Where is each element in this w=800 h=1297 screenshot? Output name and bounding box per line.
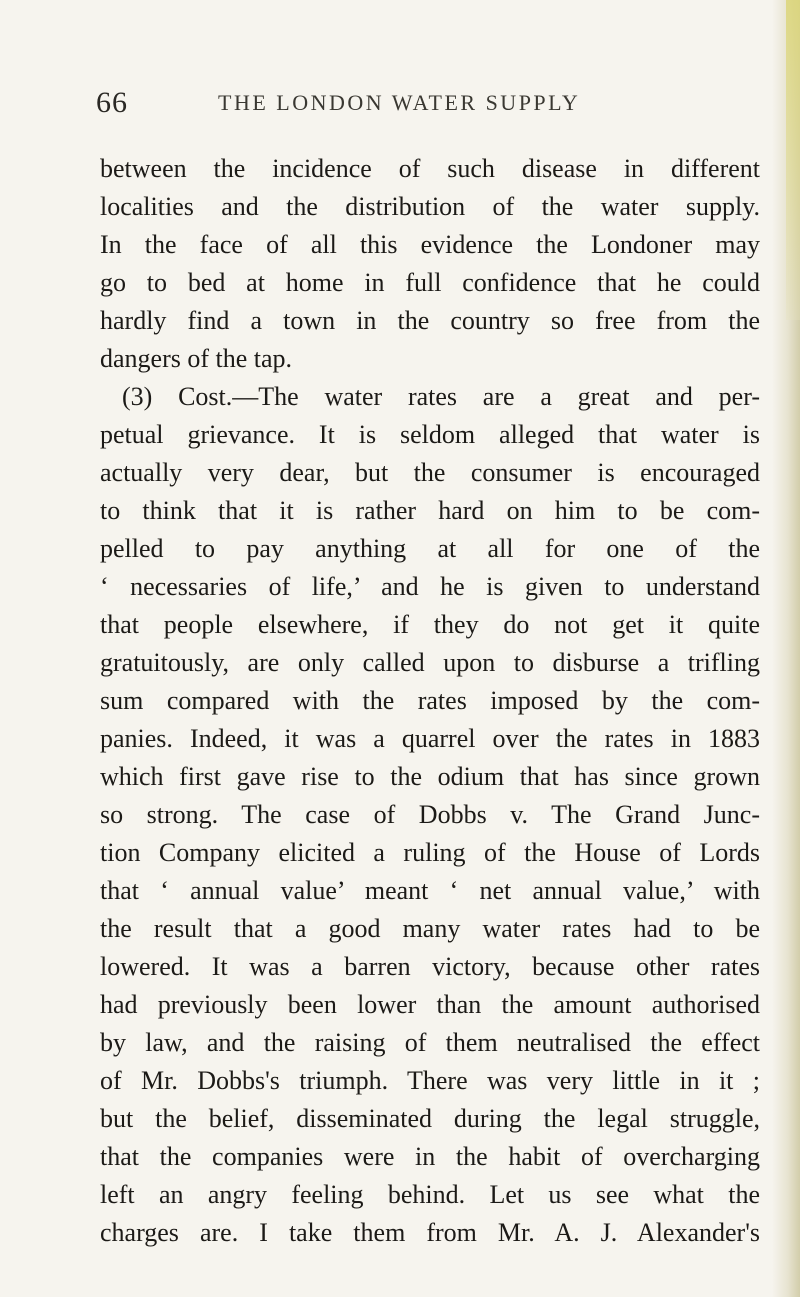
text-line: of Mr. Dobbs's triumph. There was very little in it ; xyxy=(100,1066,760,1095)
text-line: tion Company elicited a ruling of the House of Lords xyxy=(100,838,760,867)
text-line: gratuitously, are only called upon to disburse a trifling xyxy=(100,648,760,677)
text-line: sum compared with the rates imposed by the com- xyxy=(100,686,760,715)
text-line: that people elsewhere, if they do not get it quite xyxy=(100,610,760,639)
text-line: to think that it is rather hard on him to be com- xyxy=(100,496,760,525)
text-line: so strong. The case of Dobbs v. The Grand Junc- xyxy=(100,800,760,829)
text-line: that ‘ annual value’ meant ‘ net annual value,’ with xyxy=(100,876,760,905)
text-line: go to bed at home in full confidence that he could xyxy=(100,268,760,297)
text-line: localities and the distribution of the water supply. xyxy=(100,192,760,221)
text-line: In the face of all this evidence the Londoner may xyxy=(100,230,760,259)
text-line: by law, and the raising of them neutralised the effect xyxy=(100,1028,760,1057)
text-line: (3) Cost.—The water rates are a great and per- xyxy=(122,382,760,411)
text-line: between the incidence of such disease in different xyxy=(100,154,760,183)
text-line: petual grievance. It is seldom alleged that water is xyxy=(100,420,760,449)
text-line: pelled to pay anything at all for one of the xyxy=(100,534,760,563)
page-edge-stain xyxy=(786,0,800,320)
text-line: that the companies were in the habit of overcharging xyxy=(100,1142,760,1171)
text-line: charges are. I take them from Mr. A. J. Alexander's xyxy=(100,1218,760,1247)
text-line: the result that a good many water rates had to be xyxy=(100,914,760,943)
text-line: lowered. It was a barren victory, because other rates xyxy=(100,952,760,981)
running-title: THE LONDON WATER SUPPLY xyxy=(218,90,581,115)
text-line: panies. Indeed, it was a quarrel over the rates in 1883 xyxy=(100,724,760,753)
text-line: had previously been lower than the amount authorised xyxy=(100,990,760,1019)
text-line: ‘ necessaries of life,’ and he is given to understand xyxy=(100,572,760,601)
text-line: but the belief, disseminated during the legal struggle, xyxy=(100,1104,760,1133)
running-head xyxy=(96,86,766,126)
text-line: left an angry feeling behind. Let us see what the xyxy=(100,1180,760,1209)
text-line: which first gave rise to the odium that has since grown xyxy=(100,762,760,791)
body-text xyxy=(100,150,760,1252)
text-line: actually very dear, but the consumer is encouraged xyxy=(100,458,760,487)
text-line: hardly find a town in the country so free from the xyxy=(100,306,760,335)
text-line: dangers of the tap. xyxy=(100,344,293,373)
page-number: 66 xyxy=(96,86,128,119)
